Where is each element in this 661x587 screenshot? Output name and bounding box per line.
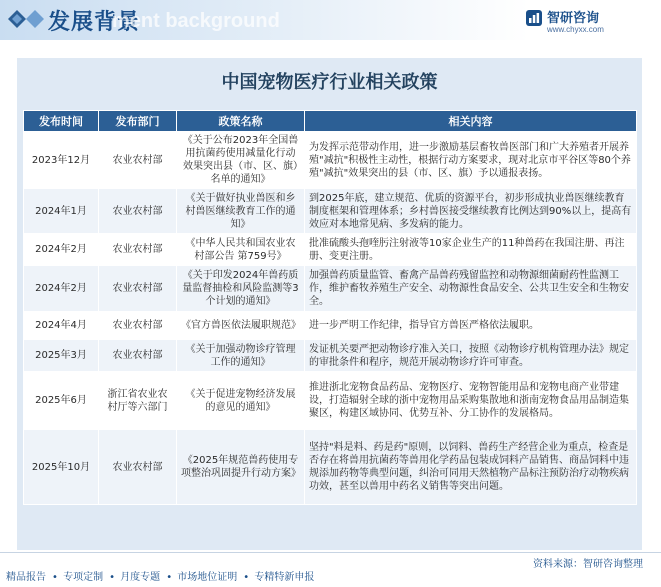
separator-dot-icon: • — [52, 572, 58, 583]
cell-date: 2024年1月 — [24, 189, 99, 234]
cell-content: 到2025年底，建立规范、优质的资源平台，初步形成执业兽医继续教育制度框架和管理体系；乡村兽医接受继续教育比例达到90%以上，提高有效应对本地常见病、多发病的能力。 — [305, 189, 637, 234]
table-row — [24, 132, 637, 189]
separator-dot-icon: • — [243, 572, 250, 583]
diamond-icon — [8, 10, 26, 28]
cell-content: 发证机关要严把动物诊疗准入关口，按照《动物诊疗机构管理办法》规定的审批条件和程序，规范开展动物诊疗许可审查。 — [305, 340, 637, 372]
page-title: 发展背景 — [48, 10, 141, 35]
cell-policy-name: 《2025年规范兽药使用专项整治巩固提升行动方案》 — [177, 430, 305, 505]
policy-panel — [17, 58, 642, 550]
cell-dept: 农业农村部 — [99, 430, 177, 505]
source-note: 资料来源：智研咨询整理 — [533, 559, 643, 570]
cell-date: 2024年4月 — [24, 312, 99, 340]
footer-link-monthly[interactable]: 月度专题 — [120, 572, 161, 583]
column-header-date: 发布时间 — [24, 111, 99, 132]
brand-site: www.chyxx.com — [547, 25, 604, 34]
cell-content: 为发挥示范带动作用，进一步激励基层畜牧兽医部门和广大养殖者开展养殖"减抗"积极性主动性，根据行动方案要求，现对北京市平谷区等80个养殖"减抗"效果突出的县（市、区、旗）予以通报表扬。 — [305, 132, 637, 189]
cell-dept: 农业农村部 — [99, 340, 177, 372]
footer-link-specialized[interactable]: 专精特新申报 — [254, 572, 315, 583]
footer-link-market-proof[interactable]: 市场地位证明 — [177, 572, 238, 583]
footer-link-custom[interactable]: 专项定制 — [63, 572, 104, 583]
cell-policy-name: 《关于公布2023年全国兽用抗菌药使用减量化行动效果突出县（市、区、旗）名单的通知》 — [177, 132, 305, 189]
brand-logo[interactable] — [525, 7, 645, 39]
cell-content: 推进浙北宠物食品药品、宠物医疗、宠物智能用品和宠物电商产业带建设，打造辐射全球的浙中宠物用品采购集散地和浙南宠物食品用品制造集聚区，构建区域协同、优势互补、分工协作的发展格局。 — [305, 372, 637, 430]
cell-date: 2025年3月 — [24, 340, 99, 372]
table-row — [24, 234, 637, 266]
cell-content: 进一步严明工作纪律，指导官方兽医严格依法履职。 — [305, 312, 637, 340]
cell-content: 批准硫酸头孢喹肟注射液等10家企业生产的11种兽药在我国注册、再注册、变更注册。 — [305, 234, 637, 266]
brand-name: 智研咨询 — [547, 11, 600, 26]
column-header-dept: 发布部门 — [99, 111, 177, 132]
table-row — [24, 189, 637, 234]
column-header-name: 政策名称 — [177, 111, 305, 132]
cell-policy-name: 《关于加强动物诊疗管理工作的通知》 — [177, 340, 305, 372]
table-header-row — [24, 111, 637, 132]
cell-dept: 农业农村部 — [99, 266, 177, 312]
cell-dept: 浙江省农业农村厅等六部门 — [99, 372, 177, 430]
cell-policy-name: 《官方兽医依法履职规范》 — [177, 312, 305, 340]
cell-dept: 农业农村部 — [99, 189, 177, 234]
table-row — [24, 340, 637, 372]
table-row — [24, 266, 637, 312]
table-row — [24, 372, 637, 430]
cell-date: 2025年6月 — [24, 372, 99, 430]
cell-policy-name: 《关于做好执业兽医和乡村兽医继续教育工作的通知》 — [177, 189, 305, 234]
cell-policy-name: 《中华人民共和国农业农村部公告 第759号》 — [177, 234, 305, 266]
cell-dept: 农业农村部 — [99, 312, 177, 340]
footer-divider — [0, 552, 661, 553]
cell-policy-name: 《关于印发2024年兽药质量监督抽检和风险监测等3个计划的通知》 — [177, 266, 305, 312]
cell-date: 2023年12月 — [24, 132, 99, 189]
cell-dept: 农业农村部 — [99, 132, 177, 189]
footer-link-reports[interactable]: 精品报告 — [6, 572, 46, 583]
header — [0, 0, 661, 42]
table-row — [24, 312, 637, 340]
separator-dot-icon: • — [109, 572, 115, 583]
cell-content: 加强兽药质量监管、畜禽产品兽药残留监控和动物源细菌耐药性监测工作，维护畜牧养殖生产安全、动物源性食品安全、公共卫生安全和生物安全。 — [305, 266, 637, 312]
footer-links — [6, 568, 316, 583]
cell-date: 2024年2月 — [24, 266, 99, 312]
policy-table — [23, 110, 637, 505]
cell-content: 坚持"料是料、药是药"原则，以饲料、兽药生产经营企业为重点，检查是否存在将兽用抗菌药等兽用化学药品包装成饲料产品销售、商品饲料中违规添加药物等典型问题，纠治可同用天然植物产品标注预防治疗动物疾病功效，甚至以兽用中药名义销售等突出问题。 — [305, 430, 637, 505]
separator-dot-icon: • — [166, 572, 173, 583]
cell-policy-name: 《关于促进宠物经济发展的意见的通知》 — [177, 372, 305, 430]
brand-icon — [525, 9, 543, 27]
diamond-icon-secondary — [26, 10, 44, 28]
table-row — [24, 430, 637, 505]
column-header-content: 相关内容 — [305, 111, 637, 132]
cell-date: 2025年10月 — [24, 430, 99, 505]
cell-dept: 农业农村部 — [99, 234, 177, 266]
page-title-en: ment background — [112, 10, 280, 32]
table-title: 中国宠物医疗行业相关政策 — [221, 72, 438, 93]
cell-date: 2024年2月 — [24, 234, 99, 266]
